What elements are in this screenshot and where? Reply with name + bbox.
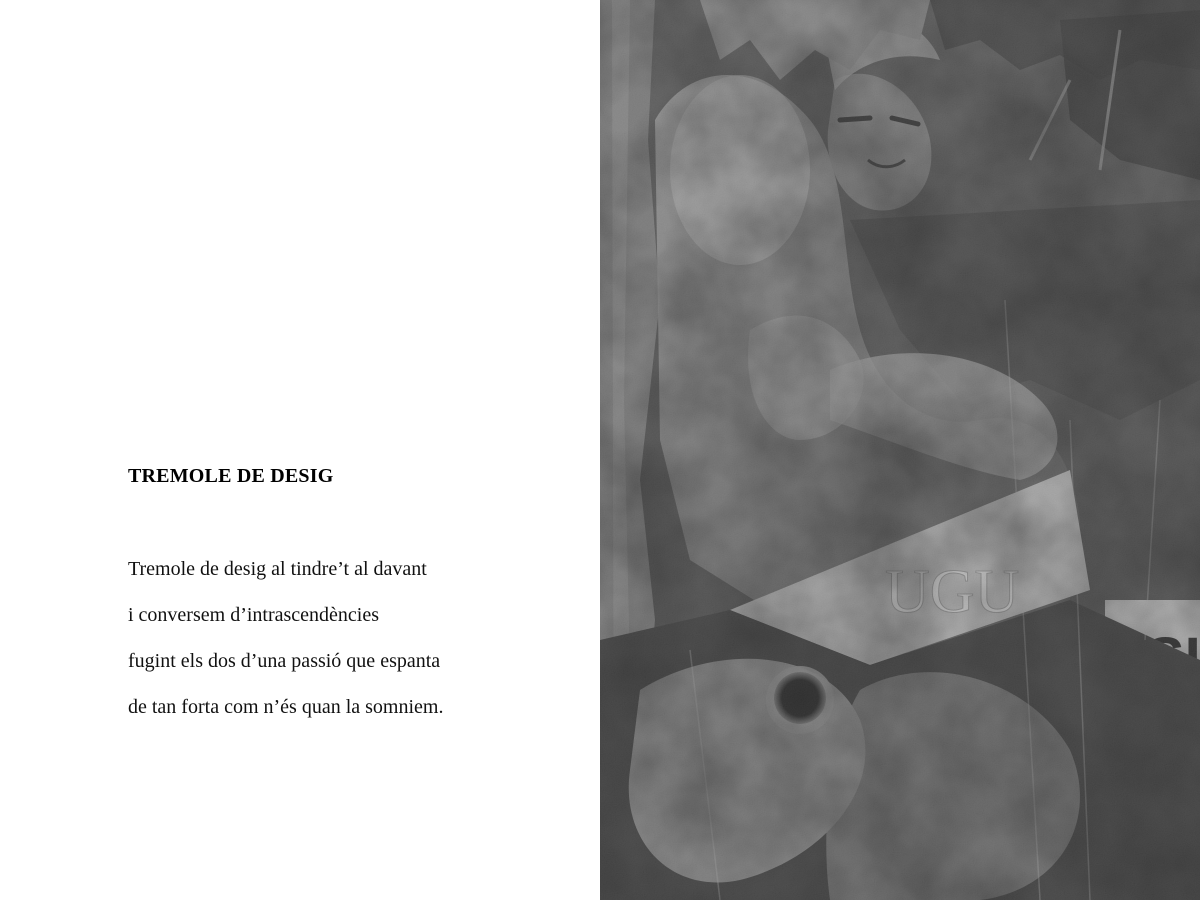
photo-panel: [600, 0, 1200, 900]
poem-line-1: Tremole de desig al tindre’t al davant: [128, 558, 427, 580]
poem-body: [128, 556, 443, 740]
poem-line-3: fugint els dos d’una passió que espanta: [128, 650, 441, 672]
poem-line-4: de tan forta com n’és quan la somniem.: [128, 696, 444, 718]
poster-collage-photo: [600, 0, 1200, 900]
poem-title: TREMOLE DE DESIG: [128, 465, 334, 487]
poem-line-2: i conversem d’intrascendències: [128, 604, 380, 626]
